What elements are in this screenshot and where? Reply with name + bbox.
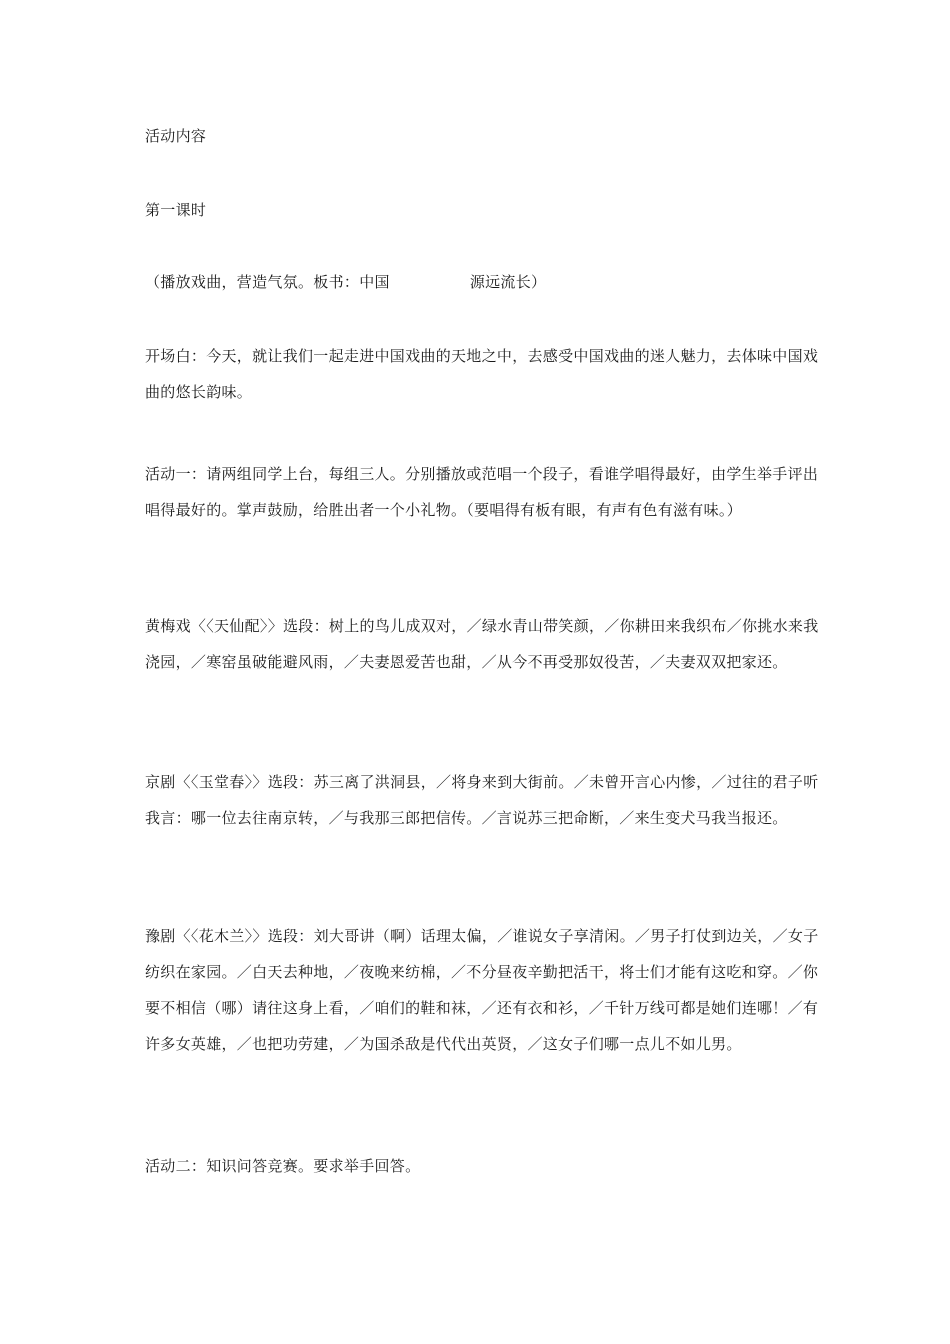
activity-two-paragraph: 活动二：知识问答竞赛。要求举手回答。 bbox=[145, 1157, 421, 1175]
huangmei-opera-excerpt: 黄梅戏〈〈天仙配〉〉选段：树上的鸟儿成双对，／绿水青山带笑颜，／你耕田来我织布／你挑水来我浇园，／寒窑虽破能避风雨，／夫妻恩爱苦也甜，／从今不再受那奴役苦，／夫妻双双把家还。 bbox=[145, 617, 819, 671]
activity-one-paragraph: 活动一：请两组同学上台，每组三人。分别播放或范唱一个段子，看谁学唱得最好，由学生举手评出唱得最好的。掌声鼓励，给胜出者一个小礼物。（要唱得有板有眼，有声有色有滋有味。） bbox=[145, 465, 819, 519]
section-heading: 活动内容 bbox=[145, 127, 207, 145]
lesson-title: 第一课时 bbox=[145, 201, 207, 219]
peking-opera-excerpt: 京剧〈〈玉堂春〉〉选段：苏三离了洪洞县，／将身来到大街前。／未曾开言心内惨，／过往的君子听我言：哪一位去往南京转，／与我那三郎把信传。／言说苏三把命断，／来生变犬马我当报还。 bbox=[145, 773, 819, 827]
stage-note-part-a: （播放戏曲，营造气氛。板书：中国 bbox=[145, 273, 390, 291]
henan-opera-excerpt: 豫剧〈〈花木兰〉〉选段：刘大哥讲（啊）话理太偏，／谁说女子享清闲。／男子打仗到边关，／女子纺织在家园。／白天去种地，／夜晚来纺棉，／不分昼夜辛勤把活干，将士们才能有这吃和穿。／你要不相信（哪）请往这身上看，／咱们的鞋和袜，／还有衣和衫，／千针万线可都是她们连哪！／有许多女英雄，／也把功劳建，／为国杀敌是代代出英贤，／这女子们哪一点儿不如儿男。 bbox=[145, 927, 819, 1053]
opening-paragraph: 开场白：今天，就让我们一起走进中国戏曲的天地之中，去感受中国戏曲的迷人魅力，去体味中国戏曲的悠长韵味。 bbox=[145, 347, 819, 401]
stage-note-part-b: 源远流长） bbox=[469, 273, 547, 291]
stage-note bbox=[145, 264, 825, 300]
